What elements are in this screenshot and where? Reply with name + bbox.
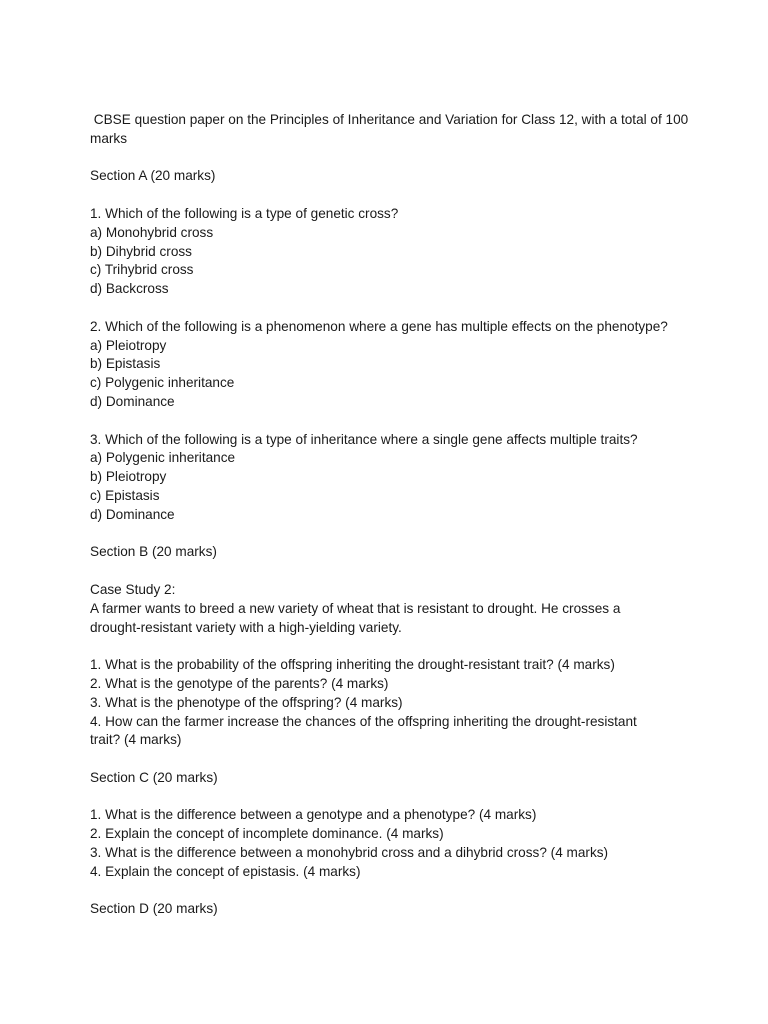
question: 2. Which of the following is a phenomenon where a gene has multiple effects on the phenotype?: [90, 318, 668, 334]
document-intro: CBSE question paper on the Principles of Inheritance and Variation for Class 12, with a total of 100 marks: [90, 112, 693, 146]
spacer: [90, 882, 690, 901]
spacer: [90, 788, 690, 807]
section-a-heading: Section A (20 marks): [90, 168, 216, 184]
section-d-heading: Section D (20 marks): [90, 901, 218, 917]
answer-option: b) Epistasis: [90, 356, 161, 372]
case-study-text: A farmer wants to breed a new variety of wheat that is resistant to drought. He crosses a drought-resistant variety with a high-yielding variety.: [90, 600, 621, 635]
spacer: [90, 186, 690, 205]
question: 2. What is the genotype of the parents? (4 marks): [90, 675, 389, 691]
answer-option: a) Polygenic inheritance: [90, 450, 236, 466]
question: 4. How can the farmer increase the chances of the offspring inheriting the drought-resistant trait? (4 marks): [90, 713, 637, 748]
question: 3. What is the phenotype of the offspring? (4 marks): [90, 694, 403, 710]
spacer: [90, 149, 690, 168]
answer-option: c) Trihybrid cross: [90, 262, 194, 278]
answer-option: d) Backcross: [90, 281, 169, 297]
spacer: [90, 637, 690, 656]
document-content: [90, 111, 693, 919]
question: 1. What is the difference between a genotype and a phenotype? (4 marks): [90, 807, 537, 823]
answer-option: d) Dominance: [90, 506, 175, 522]
spacer: [90, 412, 690, 431]
spacer: [90, 750, 690, 769]
answer-option: a) Monohybrid cross: [90, 224, 214, 240]
question: 2. Explain the concept of incomplete dominance. (4 marks): [90, 826, 444, 842]
spacer: [90, 525, 690, 544]
answer-option: b) Pleiotropy: [90, 469, 167, 485]
answer-option: c) Polygenic inheritance: [90, 375, 235, 391]
question: 3. Which of the following is a type of inheritance where a single gene affects multiple traits?: [90, 431, 638, 447]
question: 4. Explain the concept of epistasis. (4 marks): [90, 863, 361, 879]
question: 1. What is the probability of the offspring inheriting the drought-resistant trait? (4 marks): [90, 657, 615, 673]
spacer: [90, 299, 690, 318]
answer-option: c) Epistasis: [90, 487, 160, 503]
answer-option: a) Pleiotropy: [90, 337, 167, 353]
case-study-title: Case Study 2:: [90, 581, 176, 597]
spacer: [90, 562, 690, 581]
answer-option: b) Dihybrid cross: [90, 243, 192, 259]
answer-option: d) Dominance: [90, 393, 175, 409]
question: 3. What is the difference between a monohybrid cross and a dihybrid cross? (4 marks): [90, 845, 609, 861]
section-b-heading: Section B (20 marks): [90, 544, 217, 560]
section-c-heading: Section C (20 marks): [90, 769, 218, 785]
question: 1. Which of the following is a type of genetic cross?: [90, 205, 399, 221]
